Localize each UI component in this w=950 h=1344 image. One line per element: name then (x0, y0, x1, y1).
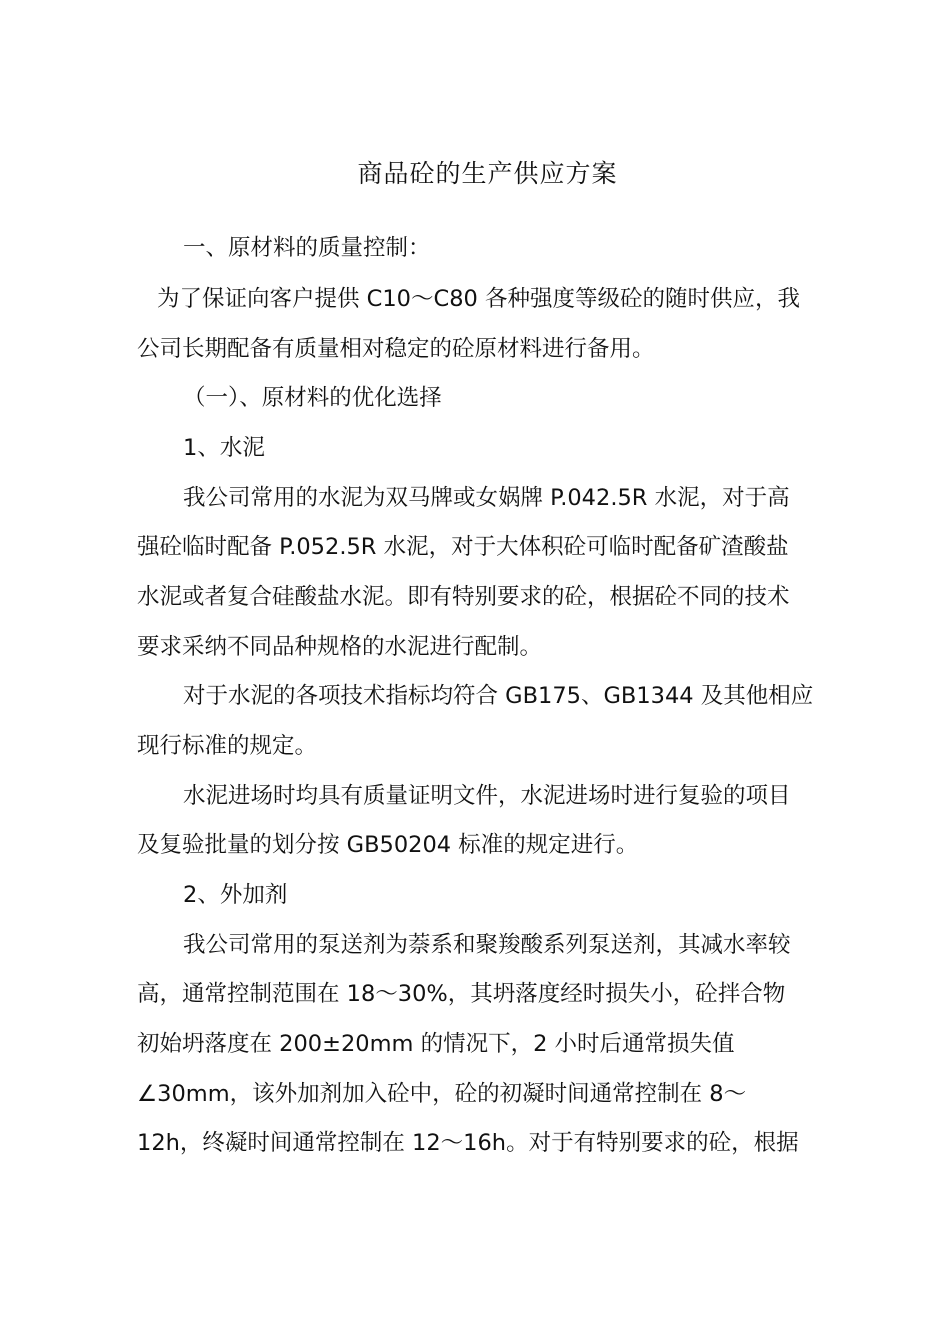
section-heading-raw-material-quality: 一、原材料的质量控制： (183, 235, 431, 261)
paragraph-line: 水泥或者复合硅酸盐水泥。即有特别要求的砼，根据砼不同的技术 (137, 584, 790, 610)
paragraph-line: 公司长期配备有质量相对稳定的砼原材料进行备用。 (137, 336, 655, 362)
paragraph-line: 强砼临时配备 P.052.5R 水泥，对于大体积砼可临时配备矿渣酸盐 (137, 534, 789, 560)
paragraph-line: 及复验批量的划分按 GB50204 标准的规定进行。 (137, 832, 639, 858)
paragraph-line: 要求采纳不同品种规格的水泥进行配制。 (137, 634, 543, 660)
paragraph-line: 高，通常控制范围在 18～30%，其坍落度经时损失小，砼拌合物 (137, 981, 786, 1007)
paragraph-line: 现行标准的规定。 (137, 733, 318, 759)
paragraph-line: 对于水泥的各项技术指标均符合 GB175、GB1344 及其他相应 (183, 683, 814, 709)
subsection-heading-material-selection: （一）、原材料的优化选择 (183, 385, 442, 411)
item-heading-admixture: 2、外加剂 (183, 882, 288, 908)
item-heading-cement: 1、水泥 (183, 435, 265, 461)
paragraph-line: 我公司常用的水泥为双马牌或女娲牌 P.042.5R 水泥，对于高 (183, 485, 790, 511)
document-title: 商品砼的生产供应方案 (357, 159, 618, 188)
paragraph-line: 我公司常用的泵送剂为萘系和聚羧酸系列泵送剂，其减水率较 (183, 932, 791, 958)
paragraph-line: ∠30mm，该外加剂加入砼中，砼的初凝时间通常控制在 8～ (137, 1081, 747, 1107)
paragraph-line: 水泥进场时均具有质量证明文件，水泥进场时进行复验的项目 (183, 783, 791, 809)
paragraph-line: 为了保证向客户提供 C10～C80 各种强度等级砼的随时供应，我 (157, 286, 800, 312)
paragraph-line: 12h，终凝时间通常控制在 12～16h。对于有特别要求的砼，根据 (137, 1130, 799, 1156)
paragraph-line: 初始坍落度在 200±20mm 的情况下，2 小时后通常损失值 (137, 1031, 735, 1057)
